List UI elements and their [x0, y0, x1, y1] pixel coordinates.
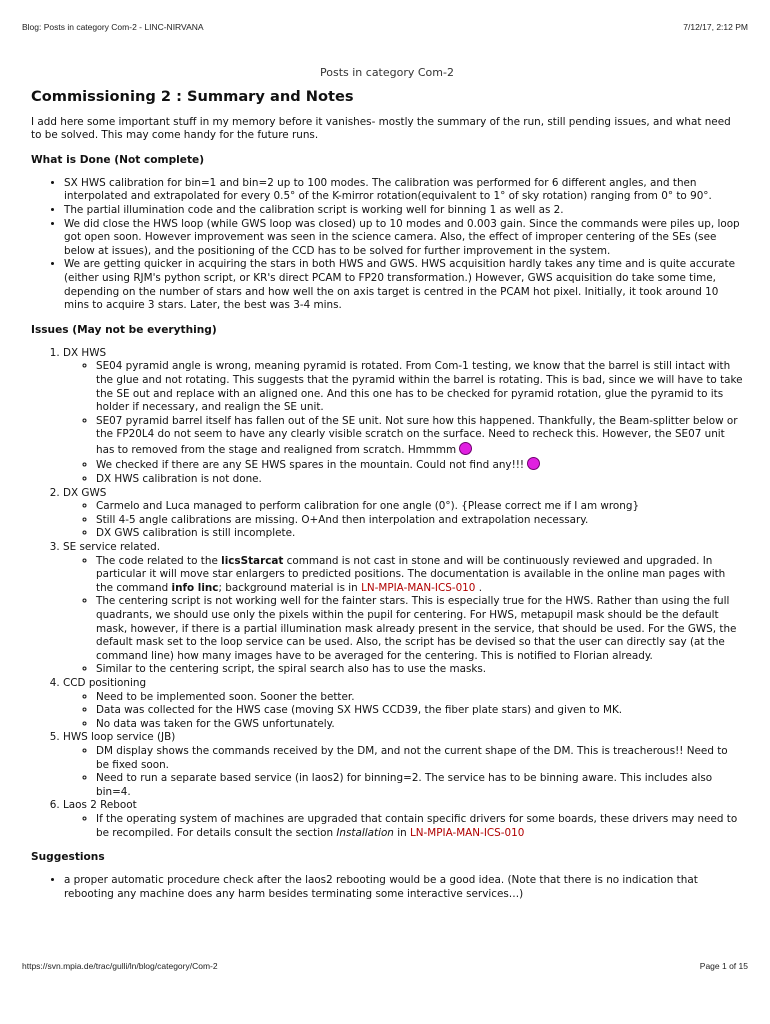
- list-item: ◦ DX HWS calibration is not done.: [96, 473, 743, 487]
- list-item: [96, 457, 743, 473]
- print-header-datetime: 7/12/17, 2:12 PM: [683, 22, 748, 32]
- issue-title: Laos 2 Reboot: [63, 799, 137, 812]
- command-name: info linc: [171, 581, 219, 594]
- list-item: • The partial illumination code and the calibration script is working well for binning 1 as well as 2.: [64, 204, 743, 218]
- issue-ccd-positioning: [63, 677, 743, 731]
- text-run: .: [475, 581, 483, 594]
- sub-list: [63, 691, 743, 732]
- text-run: ; background material is in: [218, 581, 362, 594]
- issue-title: DX HWS: [63, 346, 107, 359]
- blog-content: [31, 66, 743, 912]
- intro-paragraph: I add here some important stuff in my memory before it vanishes- mostly the summary of the run, still pending issues, and what need to be solved. This may come handy for the future runs.: [31, 115, 731, 142]
- issues-heading: Issues (May not be everything): [31, 323, 217, 336]
- issues-list: [31, 347, 743, 840]
- issue-laos-reboot: [63, 799, 743, 840]
- doc-link[interactable]: LN-MPIA-MAN-ICS-010: [409, 826, 525, 839]
- text-run: command is not cast in stone and will be continuously reviewed and upgraded. In particular it will move star enlargers to predicted positions. The documentation is available in the online man pages with the command: [96, 554, 726, 594]
- sub-list: [63, 555, 743, 677]
- list-item: • a proper automatic procedure check after the laos2 rebooting would be a good idea. (Note that there is no indication that rebooting any machine does any harm besides terminating some interactive services…): [64, 874, 743, 901]
- issue-dx-gws: [63, 487, 743, 541]
- sub-list: [63, 500, 743, 541]
- print-footer-page: Page 1 of 15: [699, 961, 748, 971]
- issue-title: SE service related.: [63, 541, 161, 554]
- text-run: in: [393, 826, 410, 839]
- issue-title: DX GWS: [63, 486, 107, 499]
- list-item: • We are getting quicker in acquiring the stars in both HWS and GWS. HWS acquisition hardly takes any time and is quite accurate (either using RJM's python script, or KR's direct PCAM to FP20 transformation.) However, GWS acquisition do take some time, depending on the number of stars and how well the on axis target is centred in the PCAM hot pixel. Initially, it took around 10 mins to acquire 3 stars. Later, the best was 3-4 mins.: [64, 258, 743, 312]
- smiley-icon: [459, 442, 472, 455]
- list-item-text: We checked if there are any SE HWS spares in the mountain. Could not find any!!!: [96, 459, 525, 472]
- list-item: ◦ Data was collected for the HWS case (moving SX HWS CCD39, the fiber plate stars) and given to MK.: [96, 704, 743, 718]
- issue-title: HWS loop service (JB): [63, 731, 176, 744]
- list-item: [96, 813, 743, 840]
- print-footer-url: https://svn.mpia.de/trac/gulli/ln/blog/category/Com-2: [22, 961, 218, 971]
- post-title[interactable]: Commissioning 2 : Summary and Notes: [31, 87, 354, 105]
- doc-link[interactable]: LN-MPIA-MAN-ICS-010: [361, 581, 476, 594]
- list-item: ◦ Carmelo and Luca managed to perform calibration for one angle (0°). {Please correct me if I am wrong}: [96, 500, 743, 514]
- done-heading: What is Done (Not complete): [31, 153, 205, 166]
- list-item: ◦ DX GWS calibration is still incomplete.: [96, 527, 743, 541]
- sub-list: [63, 813, 743, 840]
- suggestions-list: [31, 874, 743, 901]
- smiley-icon: [527, 457, 540, 470]
- list-item: ◦ Need to be implemented soon. Sooner the better.: [96, 691, 743, 705]
- list-item: [96, 555, 743, 596]
- print-footer: [22, 961, 748, 971]
- list-item: [96, 415, 743, 458]
- sub-list: [63, 360, 743, 486]
- list-item: ◦ Still 4-5 angle calibrations are missing. O+And then interpolation and extrapolation necessary.: [96, 514, 743, 528]
- issue-title: CCD positioning: [63, 676, 147, 689]
- list-item: • SX HWS calibration for bin=1 and bin=2 up to 100 modes. The calibration was performed for 6 different angles, and then interpolated and extrapolated for every 0.5° of the K-mirror rotation(equivalent to 1° of sky rotation) ranging from 0° to 90°.: [64, 177, 743, 204]
- list-item: • We did close the HWS loop (while GWS loop was closed) up to 10 modes and 0.003 gain. Since the commands were piles up, loop got open soon. However improvement was seen in the science camera. Also, the effect of improper centering of the SEs (see below at issues), and the positioning of the CCD has to be solved for further improvement in the system.: [64, 218, 743, 259]
- done-list: [31, 177, 743, 313]
- issue-dx-hws: [63, 347, 743, 487]
- list-item: ◦ No data was taken for the GWS unfortunately.: [96, 718, 743, 732]
- issue-se-service: [63, 541, 743, 677]
- section-name: Installation: [336, 826, 394, 839]
- text-run: If the operating system of machines are upgraded that contain specific drivers for some boards, these drivers may need to be recompiled. For details consult the section: [96, 812, 738, 839]
- print-header: [22, 22, 748, 32]
- category-title: Posts in category Com-2: [320, 66, 454, 79]
- list-item: ◦ Similar to the centering script, the spiral search also has to use the masks.: [96, 663, 743, 677]
- text-run: The code related to the: [96, 554, 222, 567]
- list-item: ◦ DM display shows the commands received by the DM, and not the current shape of the DM. This is treacherous!! Need to be fixed soon.: [96, 745, 743, 772]
- print-header-title: Blog: Posts in category Com-2 - LINC-NIRVANA: [22, 22, 204, 32]
- list-item-text: SE07 pyramid barrel itself has fallen out of the SE unit. Not sure how this happened. Thankfully, the Beam-splitter below or the FP20L4 do not seem to have any clearly visible scratch on the surface. Need to recheck this. However, the SE07 unit has to removed from the stage and realigned from scratch. Hmmmm: [96, 414, 738, 456]
- suggestions-heading: Suggestions: [31, 851, 105, 864]
- list-item: ◦ Need to run a separate based service (in laos2) for binning=2. The service has to be binning aware. This includes also bin=4.: [96, 772, 743, 799]
- list-item: ◦ SE04 pyramid angle is wrong, meaning pyramid is rotated. From Com-1 testing, we know that the barrel is still intact with the glue and not rotating. This suggests that the pyramid within the barrel is rotating. This is bad, since we will have to take the SE out and replace with an aligned one. And this one has to be checked for pyramid rotation, glue the pyramid to its holder if necessary, and realign the SE unit.: [96, 360, 743, 414]
- sub-list: [63, 745, 743, 799]
- issue-hws-loop: [63, 731, 743, 799]
- list-item: ◦ The centering script is not working well for the fainter stars. This is especially true for the HWS. Rather than using the full quadrants, we should use only the pixels within the pupil for centering. For HWS, metapupil mask should be the default mask, however, if there is a partial illumination mask already present in the service, that should be used. For the GWS, the default mask set to the loop service can be used. Also, the script has be devised so that the user can directly say (at the command line) how many images have to be averaged for the centering. This is notified to Florian already.: [96, 595, 743, 663]
- command-name: licsStarcat: [221, 554, 284, 567]
